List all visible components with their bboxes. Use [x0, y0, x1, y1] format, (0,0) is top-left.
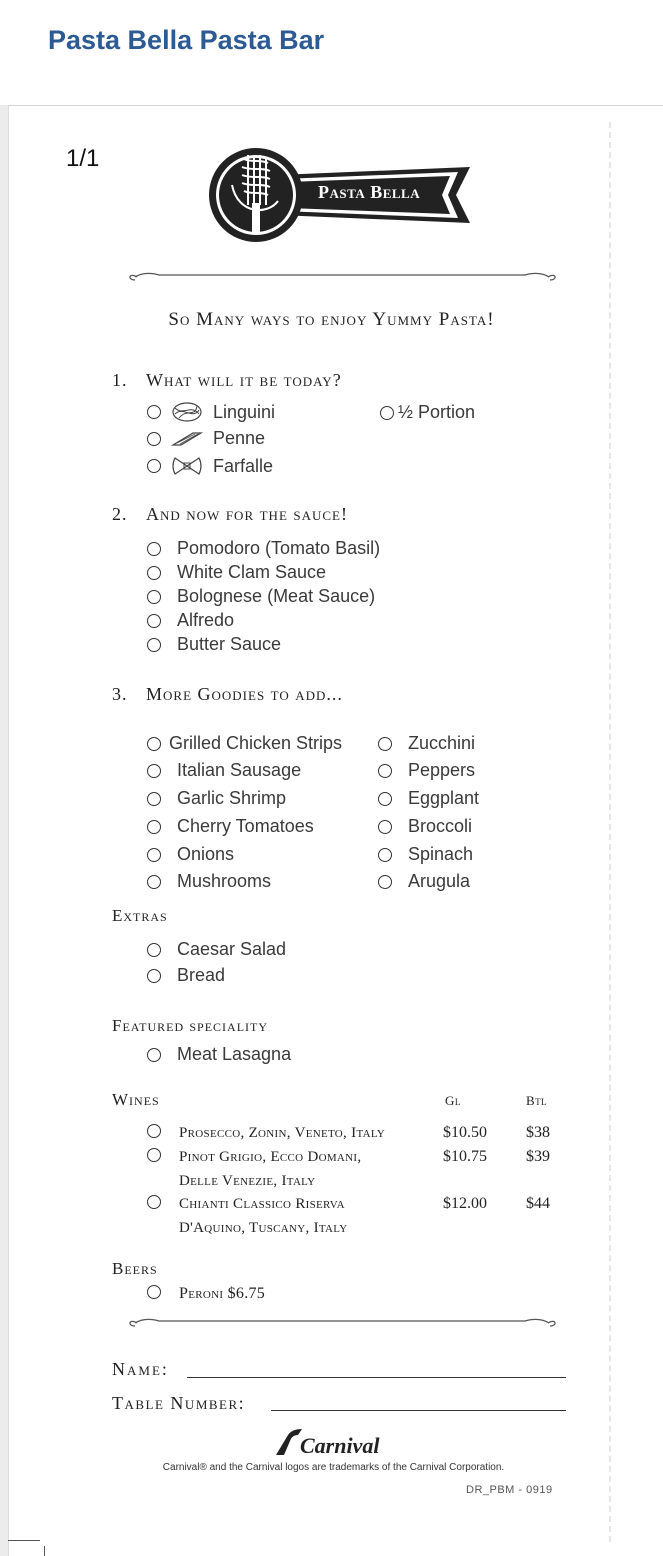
option-broccoli[interactable]: [378, 816, 472, 837]
radio-button[interactable]: [378, 764, 392, 778]
option-label: Caesar Salad: [177, 939, 287, 959]
radio-button[interactable]: [147, 820, 161, 834]
radio-button[interactable]: [147, 737, 161, 751]
wine-region: Delle Venezie, Italy: [179, 1173, 316, 1189]
radio-button[interactable]: [378, 792, 392, 806]
pasta-bella-logo: [208, 145, 478, 245]
radio-button[interactable]: [147, 1195, 161, 1209]
radio-button[interactable]: [147, 1285, 161, 1299]
radio-button[interactable]: [147, 432, 161, 446]
option-caesar-salad[interactable]: [147, 939, 286, 960]
radio-button[interactable]: [378, 848, 392, 862]
option-label: ½ Portion: [398, 402, 476, 422]
bottle-price: $39: [526, 1148, 550, 1165]
option-grilled-chicken[interactable]: [147, 733, 342, 754]
wine-name: Pinot Grigio, Ecco Domani,: [179, 1149, 362, 1165]
option-label: Garlic Shrimp: [177, 788, 287, 808]
linguini-icon: [169, 400, 205, 424]
ornamental-divider-bottom: [125, 1314, 560, 1332]
option-label: Penne: [213, 428, 266, 448]
option-penne[interactable]: [147, 428, 265, 449]
option-pomodoro[interactable]: [147, 538, 380, 559]
option-label: Alfredo: [177, 610, 235, 630]
table-number-input-line[interactable]: [271, 1410, 566, 1411]
option-meat-lasagna[interactable]: [147, 1044, 291, 1065]
wine-region: D'Aquino, Tuscany, Italy: [179, 1220, 348, 1236]
section-2-heading: 2. And now for the sauce!: [112, 504, 348, 524]
tagline: So Many ways to enjoy Yummy Pasta!: [168, 309, 495, 330]
option-label: White Clam Sauce: [177, 562, 327, 582]
name-input-line[interactable]: [187, 1377, 566, 1378]
wine-name: Chianti Classico Riserva: [179, 1196, 345, 1212]
section-1-heading: 1. What will it be today?: [112, 370, 342, 390]
farfalle-icon: [169, 454, 205, 478]
option-peppers[interactable]: [378, 760, 475, 781]
radio-button[interactable]: [147, 764, 161, 778]
radio-button[interactable]: [147, 792, 161, 806]
featured-heading: Featured speciality: [112, 1016, 269, 1035]
radio-button[interactable]: [147, 1148, 161, 1162]
option-bolognese[interactable]: [147, 586, 375, 607]
option-white-clam[interactable]: [147, 562, 326, 583]
beer-row-peroni[interactable]: [147, 1283, 347, 1307]
radio-button[interactable]: [147, 848, 161, 862]
option-cherry-tomatoes[interactable]: [147, 816, 314, 837]
radio-button[interactable]: [147, 614, 161, 628]
section-3-heading: 3. More Goodies to add...: [112, 684, 343, 704]
penne-icon: [169, 429, 205, 449]
document-code: DR_PBM - 0919: [466, 1484, 553, 1496]
glass-price: $10.75: [443, 1148, 487, 1165]
name-label: Name:: [112, 1359, 169, 1379]
option-label: Spinach: [408, 844, 474, 864]
option-label: Eggplant: [408, 788, 480, 808]
header-bar: [0, 0, 663, 106]
option-butter-sauce[interactable]: [147, 634, 281, 655]
option-label: Onions: [177, 844, 235, 864]
page-title: Pasta Bella Pasta Bar: [48, 25, 325, 55]
radio-button[interactable]: [147, 542, 161, 556]
option-label: Bread: [177, 965, 226, 985]
beers-heading: Beers: [112, 1259, 158, 1278]
wine-row-prosecco[interactable]: [147, 1122, 577, 1146]
option-eggplant[interactable]: [378, 788, 479, 809]
bottom-edge-tick: [44, 1546, 45, 1556]
radio-button[interactable]: [147, 590, 161, 604]
bottle-price: $44: [526, 1195, 550, 1212]
perforation-line: [609, 122, 611, 1542]
page-indicator: 1/1: [66, 145, 100, 172]
wines-heading: Wines: [112, 1090, 160, 1109]
logo-text: Pasta Bella: [318, 182, 421, 202]
option-onions[interactable]: [147, 844, 234, 865]
option-label: Butter Sauce: [177, 634, 282, 654]
wine-name: Prosecco, Zonin, Veneto, Italy: [179, 1125, 385, 1141]
carnival-logo: [274, 1427, 404, 1459]
radio-button[interactable]: [147, 943, 161, 957]
radio-button[interactable]: [378, 820, 392, 834]
option-farfalle[interactable]: [147, 454, 273, 478]
radio-button[interactable]: [147, 459, 161, 473]
radio-button[interactable]: [380, 406, 394, 420]
radio-button[interactable]: [378, 737, 392, 751]
option-label: Meat Lasagna: [177, 1044, 292, 1064]
carnival-wordmark: Carnival: [300, 1433, 380, 1458]
ornamental-divider-top: [125, 268, 560, 286]
option-bread[interactable]: [147, 965, 225, 986]
radio-button[interactable]: [147, 566, 161, 580]
option-spinach[interactable]: [378, 844, 473, 865]
table-number-label: Table Number:: [112, 1393, 246, 1413]
option-linguini[interactable]: [147, 400, 275, 424]
option-label: Grilled Chicken Strips: [169, 733, 343, 753]
option-mushrooms[interactable]: [147, 871, 271, 892]
option-label: Farfalle: [213, 455, 274, 476]
option-label: Zucchini: [408, 733, 476, 753]
option-italian-sausage[interactable]: [147, 760, 301, 781]
option-alfredo[interactable]: [147, 610, 234, 631]
option-label: Mushrooms: [177, 871, 272, 891]
option-label: Bolognese (Meat Sauce): [177, 586, 376, 606]
glass-price: $10.50: [443, 1124, 487, 1141]
option-label: Arugula: [408, 871, 471, 891]
option-arugula[interactable]: [378, 871, 470, 892]
radio-button[interactable]: [147, 969, 161, 983]
radio-button[interactable]: [147, 1048, 161, 1062]
radio-button[interactable]: [147, 405, 161, 419]
option-zucchini[interactable]: [378, 733, 475, 754]
glass-column-header: Gl: [445, 1093, 461, 1108]
wine-row-pinot-grigio[interactable]: [147, 1146, 577, 1192]
wine-row-chianti[interactable]: [147, 1193, 577, 1239]
option-label: Pomodoro (Tomato Basil): [177, 538, 381, 558]
option-garlic-shrimp[interactable]: [147, 788, 286, 809]
radio-button[interactable]: [147, 638, 161, 652]
option-label: Cherry Tomatoes: [177, 816, 314, 836]
option-label: Broccoli: [408, 816, 473, 836]
glass-price: $12.00: [443, 1195, 487, 1212]
radio-button[interactable]: [147, 875, 161, 889]
option-label: Italian Sausage: [177, 760, 302, 780]
radio-button[interactable]: [378, 875, 392, 889]
bottom-edge-rule: [8, 1540, 40, 1541]
bottle-column-header: Btl: [526, 1093, 548, 1108]
section-number: 1.: [112, 370, 128, 390]
option-label: Peppers: [408, 760, 476, 780]
option-label: Linguini: [213, 401, 276, 422]
trademark-notice: Carnival® and the Carnival logos are trademarks of the Carnival Corporation.: [162, 1462, 505, 1473]
beer-label: Peroni $6.75: [179, 1285, 266, 1302]
option-half-portion[interactable]: [380, 402, 475, 423]
extras-heading: Extras: [112, 906, 168, 925]
radio-button[interactable]: [147, 1124, 161, 1138]
section-number: 2.: [112, 504, 128, 524]
bottle-price: $38: [526, 1124, 550, 1141]
section-number: 3.: [112, 684, 128, 704]
